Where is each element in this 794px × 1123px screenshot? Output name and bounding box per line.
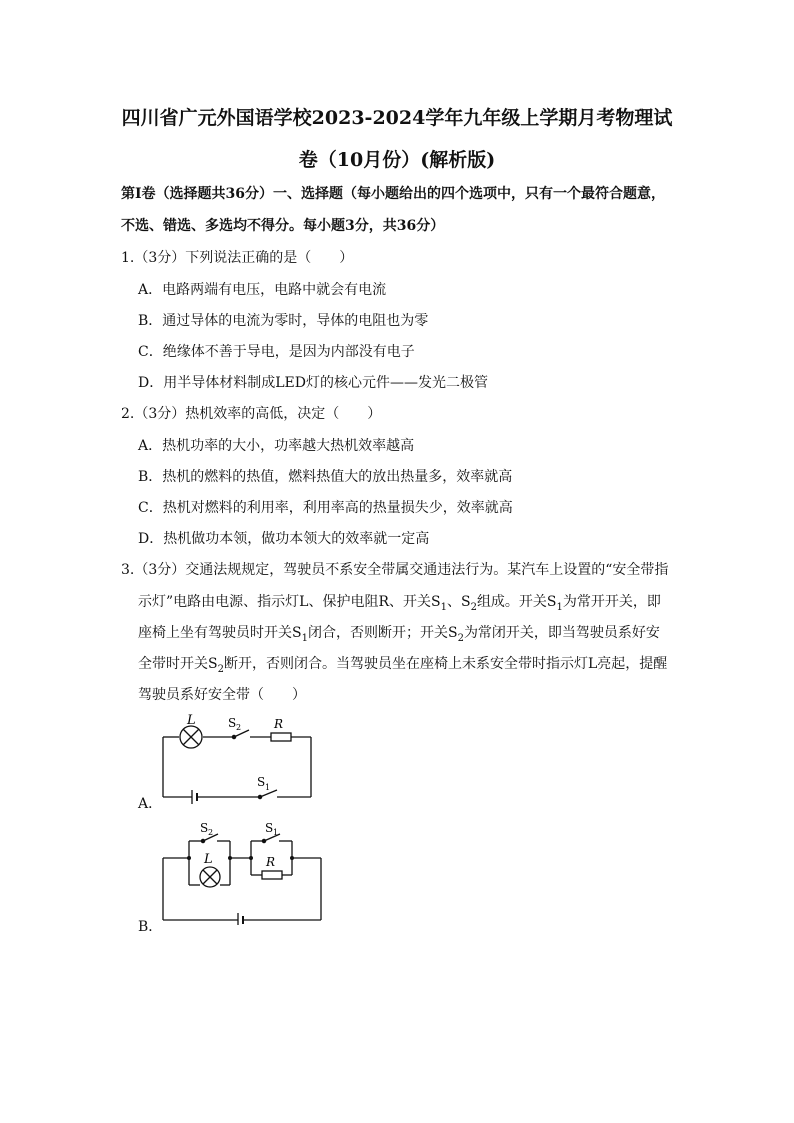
question-stem-line-4: 全带时开关$S_2$断开，否则闭合。当驾驶员坐在座椅上未系安全带时指示灯L亮起，提醒 — [138, 656, 668, 675]
resistor-icon — [271, 733, 291, 741]
lamp-icon — [180, 726, 202, 748]
s2-sub: 2 — [236, 723, 242, 732]
resistor-label: R — [274, 717, 284, 731]
lamp-label: L — [187, 713, 196, 728]
s1-sub: 1 — [273, 828, 279, 837]
option-a: A．热机功率的大小，功率越大热机效率越高 — [138, 438, 415, 454]
question-stem-line-3: 座椅上坐有驾驶员时开关$S_1$闭合，否则断开；开关$S_2$为常闭开关，即当驾驶员系好安 — [138, 625, 660, 644]
option-c: C．绝缘体不善于导电，是因为内部没有电子 — [138, 344, 415, 360]
option-a: A． — [138, 796, 163, 812]
question-stem: 1.（3分）下列说法正确的是（ ） — [121, 250, 354, 266]
battery-icon — [192, 790, 197, 804]
question-stem: 2.（3分）热机效率的高低，决定（ ） — [121, 406, 382, 422]
option-d: D．热机做功本领，做功本领大的效率就一定高 — [138, 531, 430, 547]
section-header-line-2: 不选、错选、多选均不得分。每小题3分，共36分） — [121, 218, 445, 234]
lamp-label: L — [204, 852, 213, 867]
title-line-2: 卷（10月份）(解析版) — [298, 149, 496, 171]
battery-icon — [238, 913, 243, 925]
lamp-icon — [200, 867, 220, 887]
option-b: B． — [138, 919, 163, 935]
resistor-icon — [262, 871, 282, 879]
s1-label: S — [265, 821, 274, 835]
title-line-1: 四川省广元外国语学校2023-2024学年九年级上学期月考物理试 — [121, 107, 673, 129]
question-stem-line-1: 3.（3分）交通法规规定，驾驶员不系安全带属交通违法行为。某汽车上设置的“安全带指 — [121, 562, 669, 578]
option-b: B．通过导体的电流为零时，导体的电阻也为零 — [138, 313, 429, 329]
circuit-diagram-b — [150, 815, 330, 925]
s1-label: S — [257, 775, 266, 789]
option-c: C．热机对燃料的利用率，利用率高的热量损失少，效率就高 — [138, 500, 513, 516]
question-stem-line-2: 示灯”电路由电源、指示灯L、保护电阻R、开关$S_1$、$S_2$组成。开关$S_1$为常开开关，即 — [138, 594, 661, 613]
option-d: D．用半导体材料制成LED灯的核心元件——发光二极管 — [138, 375, 488, 391]
option-a: A．电路两端有电压，电路中就会有电流 — [138, 282, 387, 298]
s2-label: S — [228, 716, 237, 730]
s2-label: S — [200, 821, 209, 835]
s2-sub: 2 — [208, 828, 214, 837]
resistor-label: R — [266, 855, 276, 869]
s1-sub: 1 — [265, 783, 271, 792]
question-stem-line-5: 驾驶员系好安全带（ ） — [138, 687, 306, 703]
section-header-line-1: 第Ⅰ卷（选择题共36分）一、选择题（每小题给出的四个选项中，只有一个最符合题意， — [121, 186, 666, 202]
circuit-diagram-a — [150, 710, 325, 810]
option-b: B．热机的燃料的热值，燃料热值大的放出热量多，效率就高 — [138, 469, 513, 485]
